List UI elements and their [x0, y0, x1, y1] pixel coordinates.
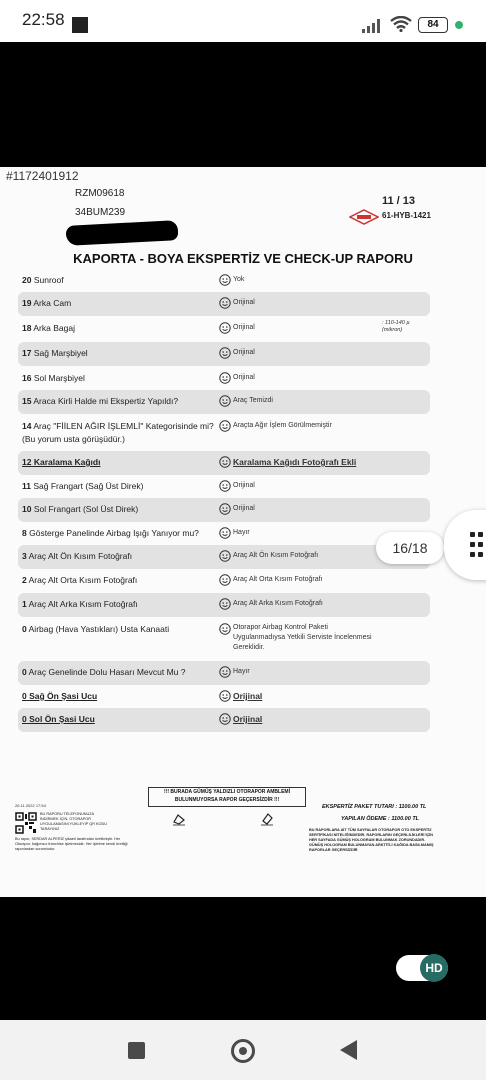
measure-note: : 110-140 µ (mikron) — [382, 320, 410, 333]
hd-toggle[interactable] — [396, 955, 448, 981]
row-label: Araç Genelinde Dolu Hasarı Mevcut Mu ? — [28, 667, 186, 677]
package-total: EKSPERTİZ PAKET TUTARI : 1100.00 TL — [322, 804, 427, 810]
grid-icon — [470, 552, 475, 557]
grid-icon — [478, 542, 483, 547]
row-number: 8 — [22, 528, 27, 538]
package-note: BU RAPORLARA AİT TÜM SAYFALAR OTORAPOR OTO EKSPERTİZ SERTİFİKASI NİTELİĞİNDEDİR. RAPORLARIN GEÇERLİLİKLERİ İÇİN HER SAYFADA GÜMÜŞ HOLOGRAM BULUNMAK ZORUNDADIR. GÜMÜŞ HOLOGRAM BULUNMAYAN ARKTİTLİ KAĞIDA BASILMAMIŞ RAPORLAR GEÇERSİZDİR — [309, 828, 434, 852]
certificate-code: 61-HYB-1421 — [382, 211, 431, 220]
report-row — [18, 451, 430, 475]
recent-apps-button[interactable] — [128, 1042, 145, 1059]
row-value: Orijinal — [233, 714, 263, 724]
smiley-icon — [219, 598, 231, 610]
row-label: Sol Marşbiyel — [33, 373, 85, 383]
smiley-icon — [219, 347, 231, 359]
hologram-warning — [148, 787, 306, 807]
report-row — [18, 522, 430, 546]
row-value-line: Otorapor Airbag Kontrol Paketi — [233, 624, 328, 631]
warning-line: BULUNMUYORSA RAPOR GEÇERSİZDİR !!! — [174, 797, 280, 803]
report-row — [18, 569, 430, 593]
row-value: Orijinal — [233, 691, 263, 701]
row-number: 16 — [22, 373, 32, 383]
qr-date: 26.11.2022 17:54 — [15, 803, 46, 808]
smiley-icon — [219, 574, 231, 586]
back-button[interactable] — [340, 1040, 357, 1060]
navigation-bar — [0, 1020, 486, 1080]
row-label: Sol Frangart (Sol Üst Direk) — [33, 504, 139, 514]
row-value — [233, 623, 372, 653]
row-number: 11 — [22, 481, 31, 491]
row-value: Hayır — [233, 668, 250, 675]
row-label: Airbag (Hava Yastıkları) Usta Kanaati — [28, 624, 170, 634]
row-value: Araç Temizdi — [233, 397, 273, 404]
smiley-icon — [219, 480, 231, 492]
smiley-icon — [219, 713, 231, 725]
row-number: 12 — [22, 457, 32, 467]
report-row — [18, 292, 430, 316]
smiley-icon — [219, 420, 231, 432]
smiley-icon — [219, 456, 231, 468]
status-bar — [0, 0, 486, 42]
smiley-icon — [219, 550, 231, 562]
hd-label: HD — [420, 954, 448, 982]
grid-icon — [478, 532, 483, 537]
row-value: Araç Alt Ön Kısım Fotoğrafı — [233, 552, 319, 559]
qr-code-icon — [15, 812, 37, 834]
grid-icon — [478, 552, 483, 557]
row-label: Sağ Frangart (Sağ Üst Direk) — [33, 481, 144, 491]
smiley-icon — [219, 666, 231, 678]
status-dot-icon — [455, 21, 463, 29]
smiley-icon — [219, 297, 231, 309]
smiley-icon — [219, 623, 231, 635]
row-value: Orijinal — [233, 505, 255, 512]
redaction-mark — [66, 220, 179, 246]
report-row — [18, 390, 430, 414]
row-number: 18 — [22, 323, 32, 333]
row-value: Araç Alt Arka Kısım Fotoğrafı — [233, 600, 323, 607]
row-value-line: Uygulanmadıysa Yetkili Serviste İncelenmesi — [233, 634, 372, 641]
plate-code: 34BUM239 — [75, 207, 126, 218]
row-value: Orijinal — [233, 349, 255, 356]
row-label: Arka Cam — [33, 298, 72, 308]
signature-icon — [172, 812, 186, 826]
row-label: Araç Alt Orta Kısım Fotoğrafı — [28, 575, 138, 585]
row-value: Orijinal — [233, 482, 255, 489]
smiley-icon — [219, 690, 231, 702]
row-label: Karalama Kağıdı — [33, 457, 101, 467]
report-row — [18, 415, 430, 449]
row-value: Orijinal — [233, 299, 255, 306]
row-number: 3 — [22, 551, 27, 561]
row-value: Orijinal — [233, 374, 255, 381]
signature-icon — [260, 812, 274, 826]
row-label: Gösterge Panelinde Airbag Işığı Yanıyor mu? — [29, 528, 199, 538]
row-label: Araç "FİİLEN AĞIR İŞLEMLİ" Kategorisinde mi? — [33, 421, 214, 431]
logo-icon — [349, 209, 379, 225]
row-value: Araç Alt Orta Kısım Fotoğrafı — [233, 576, 323, 583]
report-row — [18, 498, 430, 522]
row-label: Araca Kirli Halde mi Ekspertiz Yapıldı? — [33, 396, 179, 406]
signal-icon — [362, 19, 384, 33]
row-value: Hayır — [233, 529, 250, 536]
row-label: Araç Alt Arka Kısım Fotoğrafı — [28, 599, 138, 609]
row-number: 14 — [22, 421, 32, 431]
smiley-icon — [219, 503, 231, 515]
row-label: Sol Ön Şasi Ucu — [29, 714, 95, 724]
row-number: 0 — [22, 691, 27, 701]
smiley-icon — [219, 372, 231, 384]
battery-indicator: 84 — [418, 17, 448, 33]
report-title: KAPORTA - BOYA EKSPERTİZ VE CHECK-UP RAPORU — [73, 251, 413, 266]
row-label: Sunroof — [33, 275, 64, 285]
status-time: 22:58 — [22, 10, 65, 29]
row-label: Sağ Marşbiyel — [33, 348, 88, 358]
row-number: 10 — [22, 504, 32, 514]
row-number: 19 — [22, 298, 32, 308]
franchise-note: Bu rapor, SERDAR ALPERİZ şikaeti tarafından üretilmiştir. Her Otorapor, bağımsız franchise işletmesidir. Her işletme kendi ürettiği raporlardan sorumludur. — [15, 837, 128, 851]
row-label-note: (Bu yorum usta görüşüdür.) — [22, 434, 125, 444]
row-value-line: Gereklidir. — [233, 644, 265, 651]
row-number: 17 — [22, 348, 32, 358]
row-number: 15 — [22, 396, 32, 406]
row-number: 0 — [22, 714, 27, 724]
page-indicator[interactable]: 16/18 — [376, 532, 444, 564]
document-id: #1172401912 — [6, 169, 79, 183]
row-number: 0 — [22, 667, 27, 677]
grid-icon — [470, 542, 475, 547]
report-row — [18, 661, 430, 685]
row-number: 20 — [22, 275, 32, 285]
row-label: Arka Bagaj — [33, 323, 75, 333]
report-row — [18, 475, 430, 499]
home-button[interactable] — [231, 1039, 255, 1063]
row-label: Sağ Ön Şasi Ucu — [29, 691, 98, 701]
wifi-icon — [390, 16, 412, 32]
report-row — [18, 593, 430, 617]
paid-amount: YAPILAN ÖDEME : 1100.00 TL — [341, 816, 420, 822]
row-number: 0 — [22, 624, 27, 634]
notification-icon — [72, 17, 88, 33]
report-row — [18, 708, 430, 732]
smiley-icon — [219, 395, 231, 407]
qr-instruction: BU RAPORU TELEFONUNUZA İNDİRMEK İÇİN, OTORAPOR UYGULAMASINI YÜKLEYİP QR KODU TARAYINIZ — [40, 812, 107, 831]
smiley-icon — [219, 322, 231, 334]
row-value: Orijinal — [233, 324, 255, 331]
row-value: Karalama Kağıdı Fotoğrafı Ekli — [233, 457, 357, 467]
report-row — [18, 618, 430, 658]
row-value: Araçta Ağır İşlem Görülmemiştir — [233, 422, 332, 429]
warning-line: !!! BURADA GÜMÜŞ YALDIZLI OTORAPOR AMBLEMİ — [164, 789, 290, 795]
smiley-icon — [219, 274, 231, 286]
row-number: 2 — [22, 575, 27, 585]
row-label: Araç Alt Ön Kısım Fotoğrafı — [28, 551, 133, 561]
smiley-icon — [219, 527, 231, 539]
report-row — [18, 269, 430, 293]
report-row — [18, 342, 430, 366]
report-page-number: 11 / 13 — [382, 195, 416, 207]
row-value: Yok — [233, 276, 245, 283]
report-row — [18, 685, 430, 709]
row-number: 1 — [22, 599, 27, 609]
report-row — [18, 545, 430, 569]
report-code: RZM09618 — [75, 188, 125, 199]
report-row — [18, 367, 430, 391]
report-row — [18, 317, 430, 341]
grid-icon — [470, 532, 475, 537]
